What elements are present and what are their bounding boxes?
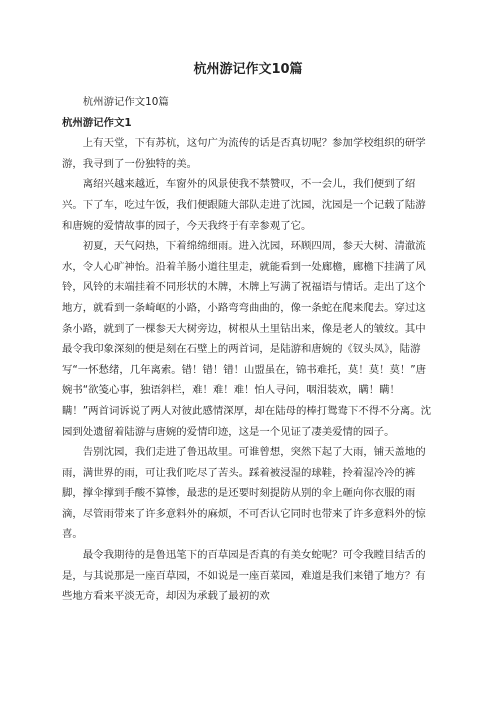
paragraph: 告别沈园，我们走进了鲁迅故里。可谁曾想，突然下起了大雨，铺天盖地的雨，满世界的雨，可让我们吃尽了苦头。踩着被浸湿的球鞋，拎着湿冷冷的裤脚，撑伞撑到手酸不算惨，最悲的是还要时刻提防从别的伞上砸向你衣服的雨滴，尽管雨带来了许多意料外的麻烦，不可否认它同时也带来了许多意料外的惊喜。 xyxy=(62,446,426,541)
document-subtitle: 杭州游记作文10篇 xyxy=(82,96,169,108)
paragraph: 最令我期待的是鲁迅笔下的百草园是否真的有美女蛇呢？可令我瞠目结舌的是，与其说那是一座百草园，不如说是一座百菜园，难道是我们来错了地方？有些地方看来平淡无奇，却因为承载了最初的欢 xyxy=(62,549,426,603)
paragraph: 上有天堂，下有苏杭，这句广为流传的话是否真切呢？参加学校组织的研学游，我寻到了一份独特的美。 xyxy=(62,137,426,170)
section-heading: 杭州游记作文1 xyxy=(62,116,132,129)
document-title: 杭州游记作文10篇 xyxy=(193,62,303,77)
paragraph: 离绍兴越来越近，车窗外的风景使我不禁赞叹，不一会儿，我们便到了绍兴。下了车，吃过午饭，我们便跟随大部队走进了沈园，沈园是一个记载了陆游和唐婉的爱情故事的园子，今天我终于有幸参观了它。 xyxy=(62,178,426,232)
document-body xyxy=(62,92,434,607)
paragraph: 初夏，天气闷热，下着绵绵细雨。进入沈园，环顾四周，参天大树、清澈流水，令人心旷神怡。沿着羊肠小道往里走，就能看到一处廊檐，廊檐下挂满了风铃，风铃的末端挂着不同形状的木牌，木牌上写满了祝福语与情话。走出了这个地方，就看到一条崎岖的小路，小路弯弯曲曲的，像一条蛇在爬来爬去。穿过这条小路，就到了一棵参天大树旁边，树根从土里钻出来，像是老人的皱纹。其中最令我印象深刻的便是刻在石壁上的两首词，是陆游和唐婉的《钗头凤》，陆游写“一怀愁绪，几年离索。错！错！错！山盟虽在，锦书难托，莫！莫！莫！”唐婉书“欲笺心事，独语斜栏，难！难！难！怕人寻问，咽泪装欢，瞒！瞒！瞒！”两首词诉说了两人对彼此感情深厚，却在陆母的棒打鸳鸯下不得不分离。沈园到处遗留着陆游与唐婉的爱情印迹，这是一个见证了凄美爱情的园子。 xyxy=(62,240,432,438)
